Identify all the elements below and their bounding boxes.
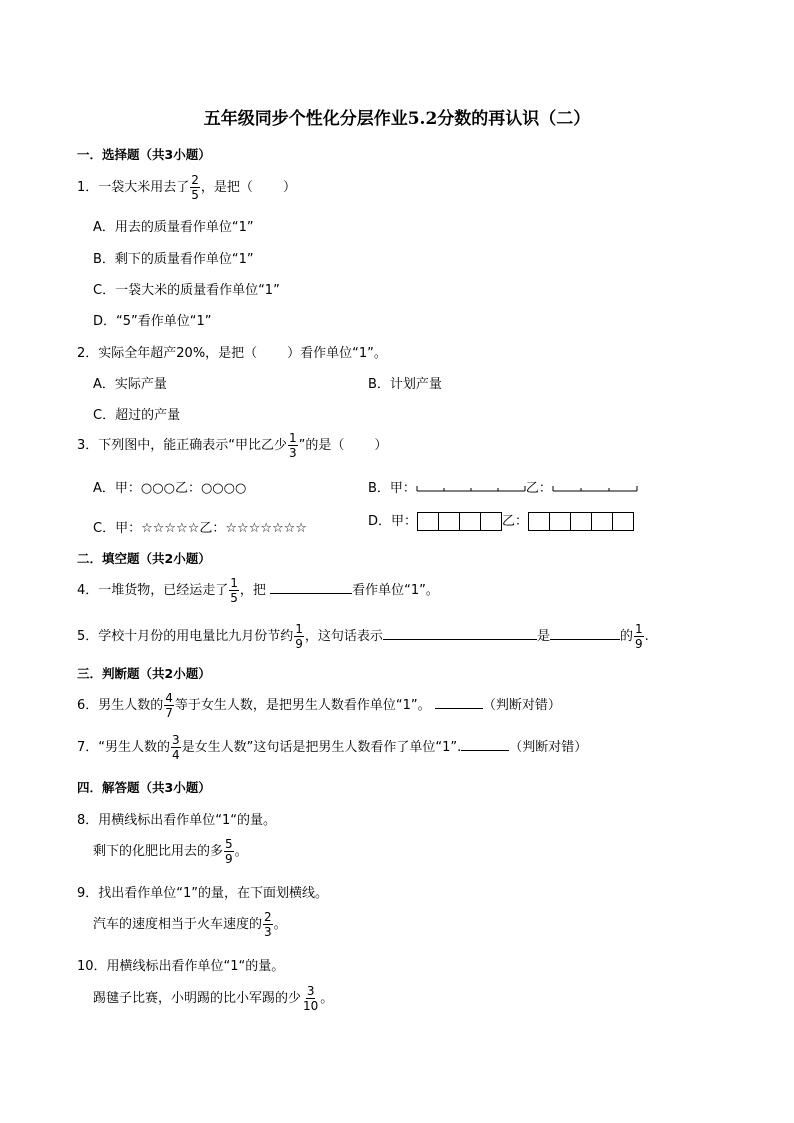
fraction: $\frac{1}{3}$ [289, 431, 297, 460]
q2-option-b: B．计划产量 [368, 377, 442, 392]
question-2: 2．实际全年超产20%，是把（ ）看作单位“1”。 [77, 346, 387, 361]
question-1: 1．一袋大米用去了 $\frac{2}{5}$ ，是把（ ） [77, 173, 296, 202]
answer-blank[interactable] [383, 627, 537, 640]
section-heading-answer: 四．解答题（共3小题） [77, 780, 211, 795]
boxes-jia [418, 512, 502, 531]
stars-jia: ☆☆☆☆☆ [141, 521, 200, 536]
q1-text: 1．一袋大米用去了 [77, 180, 190, 195]
circles-yi: ○○○○ [200, 481, 247, 496]
q3-option-b: B．甲： 乙： [368, 477, 638, 496]
fraction: $\frac{1}{9}$ [295, 622, 303, 651]
q2-option-c: C．超过的产量 [93, 408, 181, 423]
q3-option-c: C．甲：☆☆☆☆☆乙：☆☆☆☆☆☆☆ [93, 521, 307, 536]
question-8-stem: 8．用横线标出看作单位“1“的量。 [77, 813, 277, 828]
fraction: $\frac{4}{7}$ [165, 691, 173, 720]
segment-line-jia [416, 484, 526, 494]
question-10-body: 踢毽子比赛，小明踢的比小军踢的少 $\frac{3}{10}$ 。 [93, 984, 334, 1013]
q1-option-d: D．“5”看作单位“1” [93, 314, 212, 329]
segment-line-yi [552, 484, 638, 494]
question-8-body: 剩下的化肥比用去的多 $\frac{5}{9}$ 。 [93, 837, 248, 866]
question-7: 7．“男生人数的 $\frac{3}{4}$ 是女生人数”这句话是把男生人数看作了单位“1”. （判断对错） [77, 733, 588, 762]
q1-option-a: A．用去的质量看作单位“1” [93, 220, 254, 235]
answer-blank[interactable] [270, 581, 352, 594]
fraction: $\frac{1}{5}$ [230, 576, 238, 605]
fraction: $\frac{2}{5}$ [191, 173, 199, 202]
q2-option-a: A．实际产量 [93, 377, 167, 392]
q3-option-a: A．甲：○○○乙：○○○○ [93, 481, 247, 496]
fraction: $\frac{3}{10}$ [303, 984, 319, 1013]
page-title: 五年级同步个性化分层作业5.2分数的再认识（二） [203, 109, 591, 129]
question-5: 5．学校十月份的用电量比九月份节约 $\frac{1}{9}$ ，这句话表示 是 的 $\frac{1}{9}$ . [77, 622, 649, 651]
fraction: $\frac{1}{9}$ [634, 622, 643, 651]
fraction: $\frac{2}{3}$ [264, 910, 272, 939]
question-10-stem: 10．用横线标出看作单位“1“的量。 [77, 959, 285, 974]
section-heading-judge: 三．判断题（共2小题） [77, 666, 211, 681]
boxes-yi [529, 512, 634, 531]
section-heading-choice: 一．选择题（共3小题） [77, 147, 211, 162]
fraction: $\frac{3}{4}$ [172, 733, 180, 762]
circles-jia: ○○○ [140, 481, 175, 496]
question-4: 4．一堆货物，已经运走了 $\frac{1}{5}$ ，把 看作单位“1”。 [77, 576, 439, 605]
fraction: $\frac{5}{9}$ [225, 837, 233, 866]
stars-yi: ☆☆☆☆☆☆☆ [225, 521, 307, 536]
section-heading-fill: 二．填空题（共2小题） [77, 551, 211, 566]
q3-option-d: D．甲： 乙： [368, 510, 634, 531]
answer-blank[interactable] [550, 627, 620, 640]
question-3: 3．下列图中，能正确表示“甲比乙少 $\frac{1}{3}$ ”的是（ ） [77, 431, 388, 460]
question-6: 6．男生人数的 $\frac{4}{7}$ 等于女生人数，是把男生人数看作单位“1”。 （判断对错） [77, 691, 561, 720]
answer-blank[interactable] [461, 738, 509, 751]
q1-option-c: C．一袋大米的质量看作单位“1” [93, 283, 280, 298]
question-9-stem: 9．找出看作单位“1”的量，在下面划横线。 [77, 886, 329, 901]
answer-blank[interactable] [435, 696, 483, 709]
q1-option-b: B．剩下的质量看作单位“1” [93, 252, 254, 267]
question-9-body: 汽车的速度相当于火车速度的 $\frac{2}{3}$ 。 [93, 910, 287, 939]
